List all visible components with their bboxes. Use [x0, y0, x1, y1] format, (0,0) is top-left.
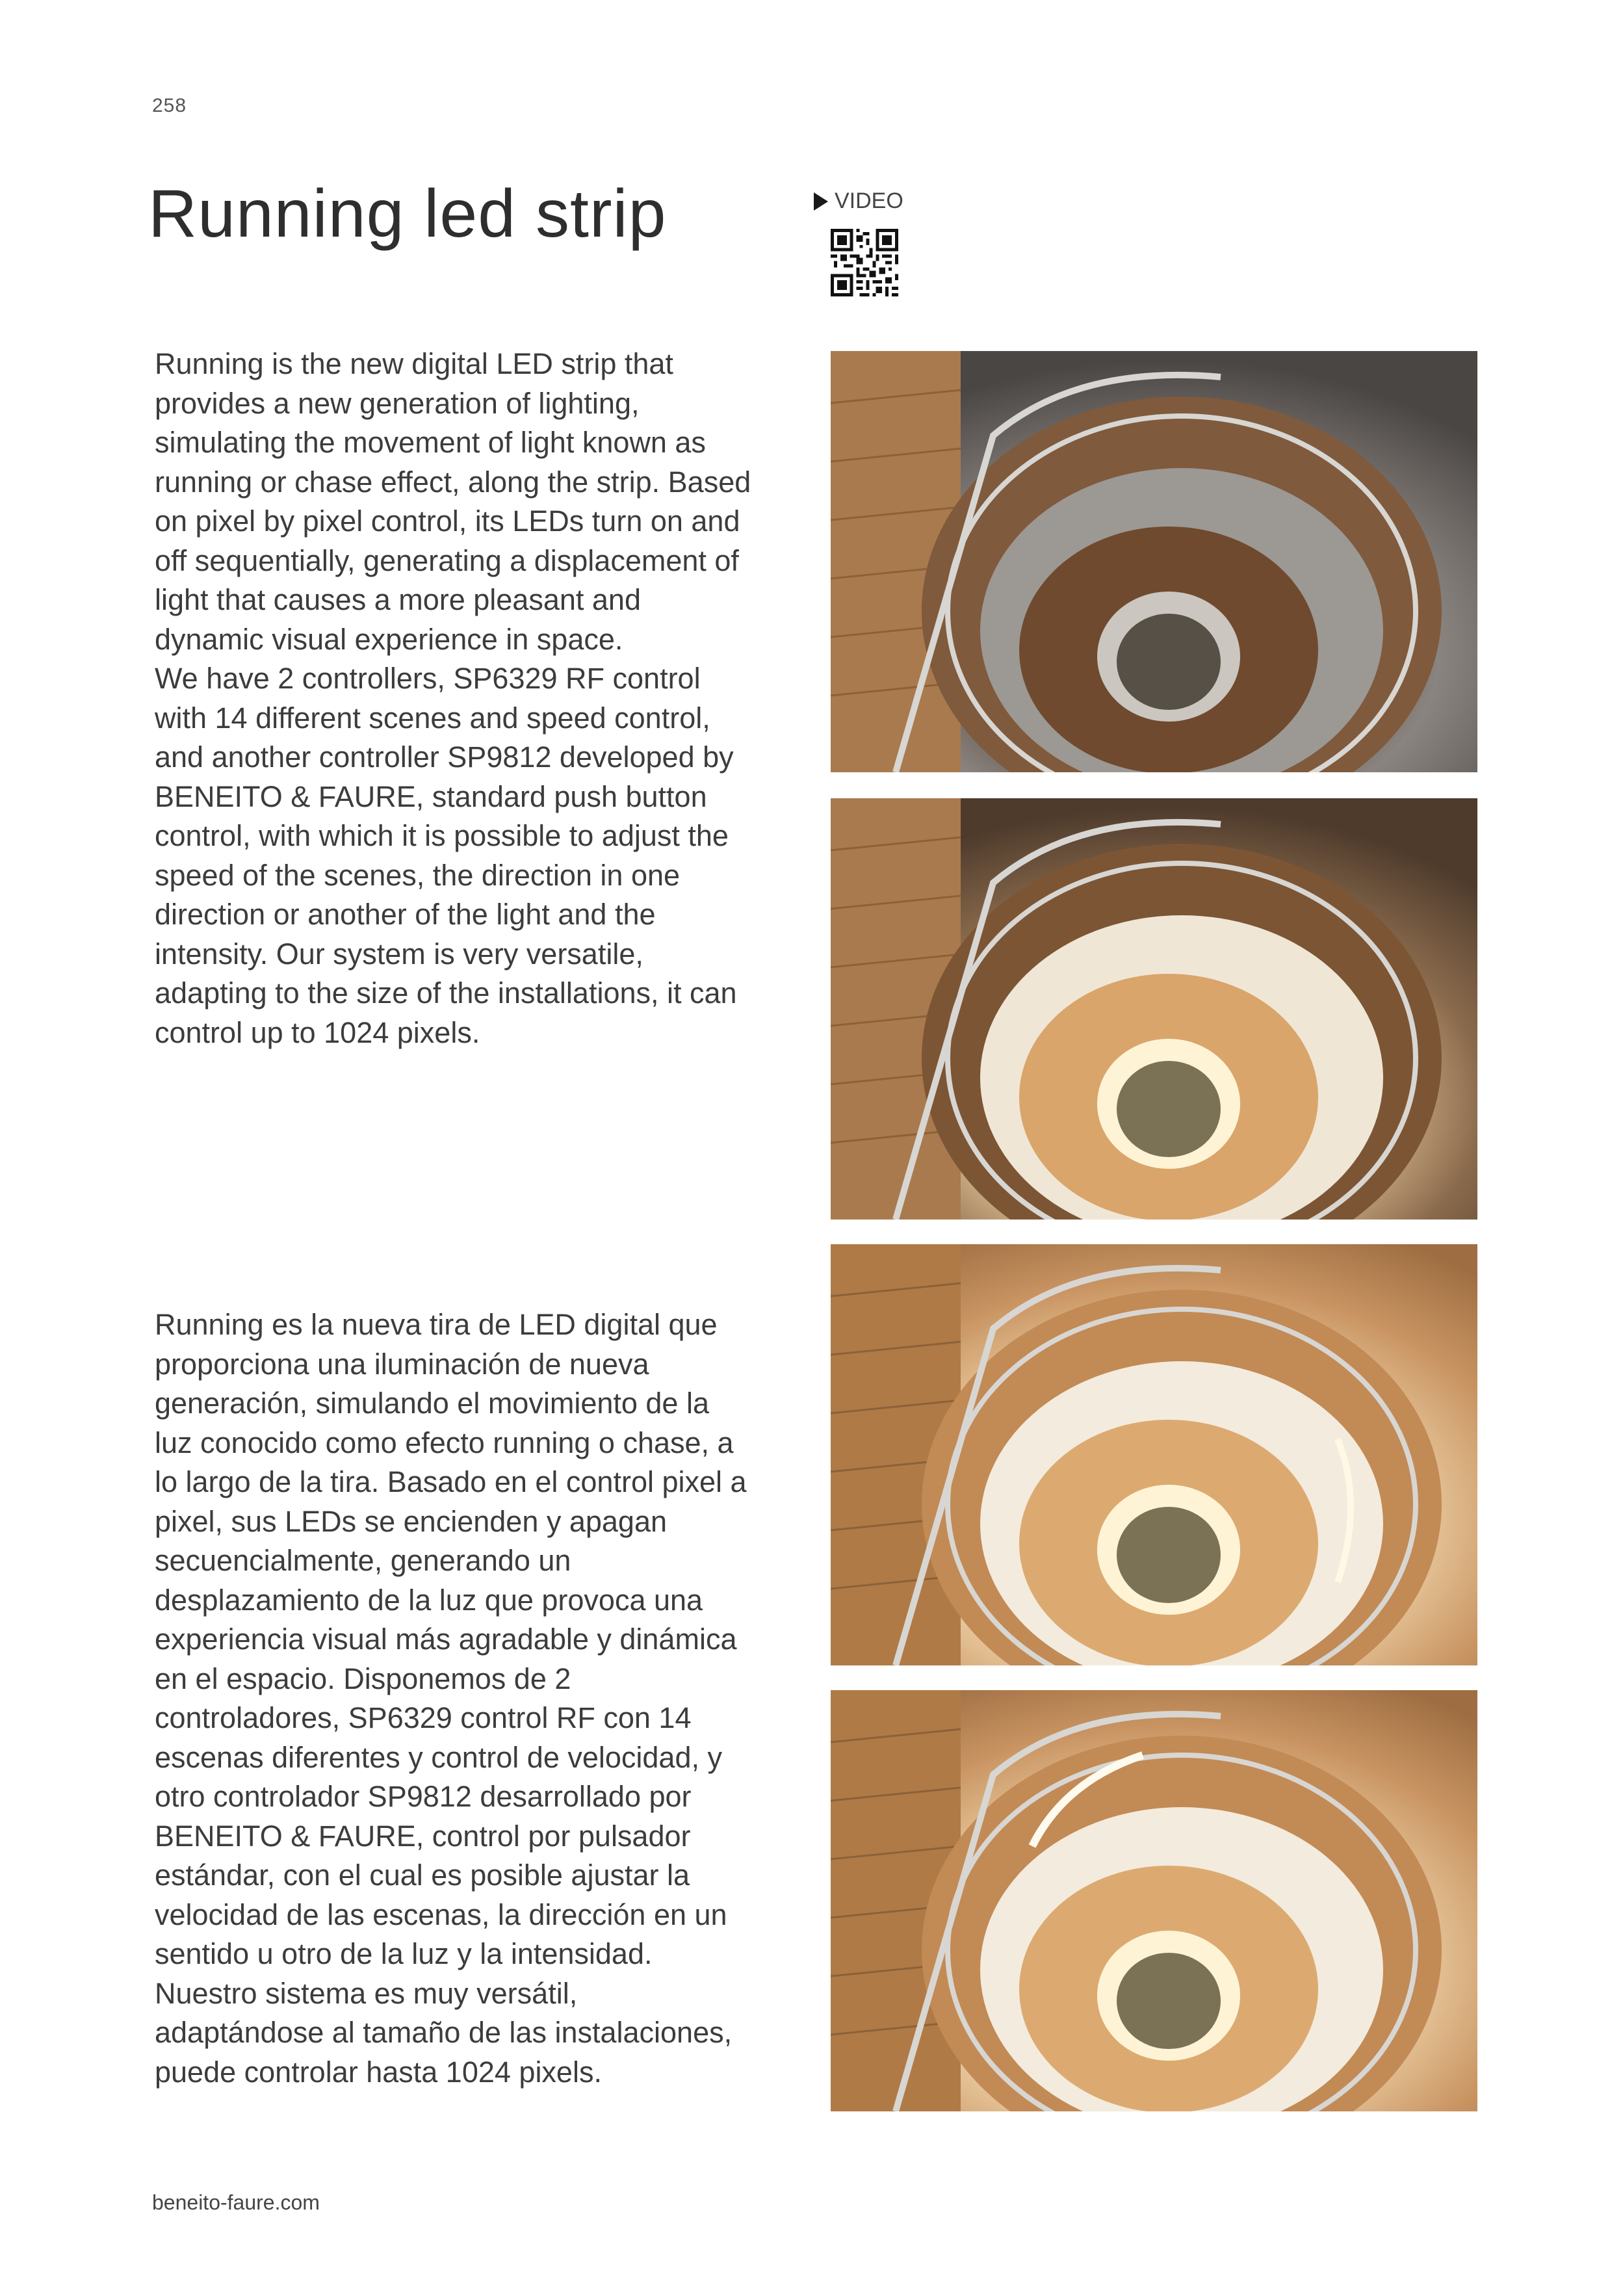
staircase-photo-unlit	[831, 351, 1477, 772]
page-title: Running led strip	[148, 176, 667, 252]
staircase-photo-lit-inner	[831, 798, 1477, 1220]
staircase-photo-lit-middle	[831, 1244, 1477, 1665]
video-link[interactable]	[814, 189, 903, 214]
footer-website-link[interactable]: beneito-faure.com	[152, 2191, 320, 2214]
play-icon	[814, 192, 828, 211]
video-label: VIDEO	[835, 189, 903, 213]
description-english: Running is the new digital LED strip that provides a new generation of lighting, simulating the movement of light known as running or chase effect, along the strip. Based on pixel by pixel control, its LEDs turn on and off sequentially, generating a displacement of light that causes a more pleasant and dynamic visual experience in space. We have 2 controllers, SP6329 RF control with 14 different scenes and speed control, and another controller SP9812 developed by BENEITO & FAURE, standard push button control, with which it is possible to adjust the speed of the scenes, the direction in one direction or another of the light and the intensity. Our system is very versatile, adapting to the size of the installations, it can control up to 1024 pixels.	[155, 347, 751, 1049]
page-number: 258	[152, 95, 187, 116]
staircase-photo-lit-full	[831, 1690, 1477, 2111]
description-spanish: Running es la nueva tira de LED digital que proporciona una iluminación de nueva generación, simulando el movimiento de la luz conocido como efecto running o chase, a lo largo de la tira. Basado en el control pixel a pixel, sus LEDs se encienden y apagan secuencialmente, generando un desplazamiento de la luz que provoca una experiencia visual más agradable y dinámica en el espacio. Disponemos de 2 controladores, SP6329 control RF con 14 escenas diferentes y control de velocidad, y otro controlador SP9812 desarrollado por BENEITO & FAURE, control por pulsador estándar, con el cual es posible ajustar la velocidad de las escenas, la dirección en un sentido u otro de la luz y la intensidad. Nuestro sistema es muy versátil, adaptándose al tamaño de las instalaciones, puede controlar hasta 1024 pixels.	[155, 1308, 747, 2089]
qr-code[interactable]	[831, 229, 898, 296]
